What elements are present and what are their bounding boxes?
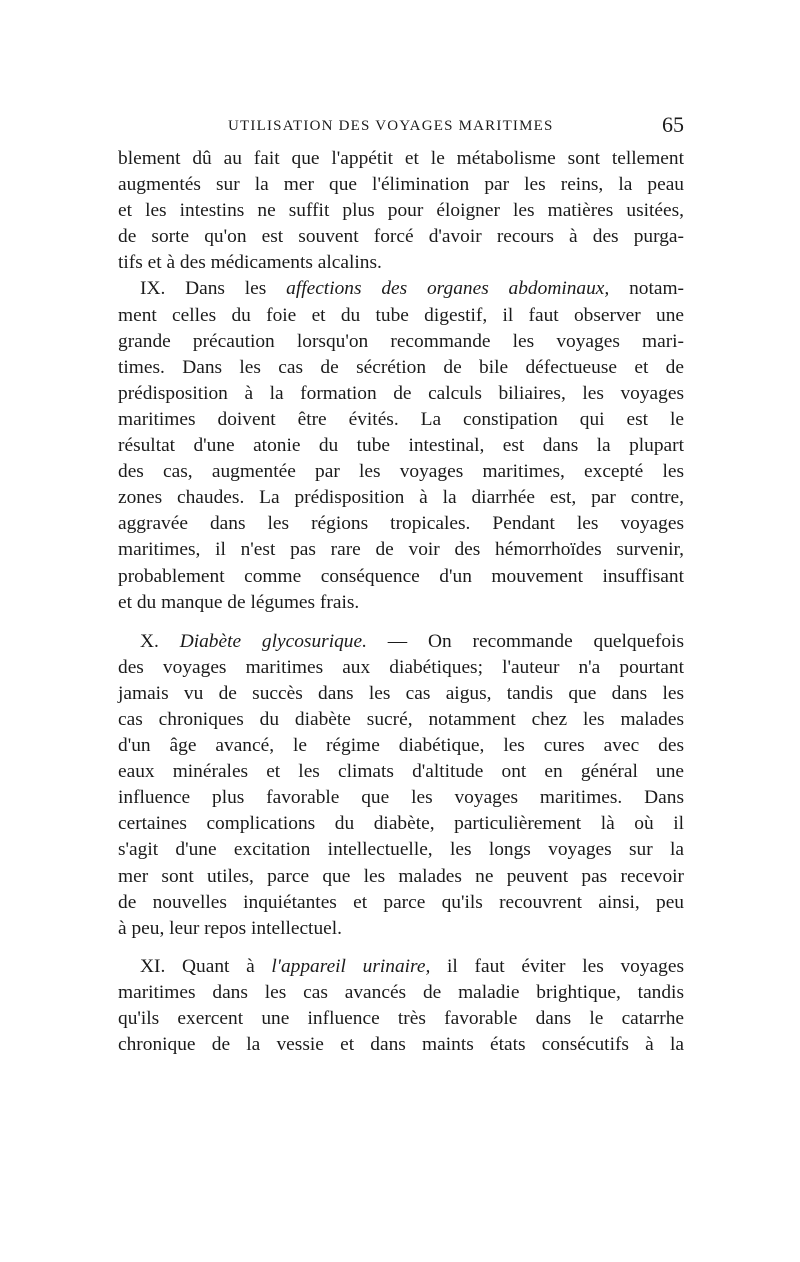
- text-line: cas chroniques du diabète sucré, notamment chez les malades: [118, 708, 684, 730]
- text-line: s'agit d'une excitation intellectuelle, les longs voyages sur la: [118, 839, 684, 861]
- text-run: il faut éviter les voyages: [430, 955, 684, 977]
- italic-term: Diabète glycosurique.: [179, 630, 367, 652]
- text-line: prédisposition à la formation de calculs biliaires, les voyages: [118, 382, 684, 404]
- text-line: des voyages maritimes aux diabétiques; l'auteur n'a pourtant: [118, 656, 684, 678]
- text-line: times. Dans les cas de sécrétion de bile défectueuse et de: [118, 356, 684, 378]
- text-line: zones chaudes. La prédisposition à la diarrhée est, par contre,: [118, 487, 684, 509]
- body-text: [118, 146, 684, 1058]
- text-line: à peu, leur repos intellectuel.: [118, 917, 342, 939]
- text-line: de sorte qu'on est souvent forcé d'avoir recours à des purga-: [118, 226, 684, 248]
- text-line: influence plus favorable que les voyages maritimes. Dans: [118, 787, 684, 809]
- paragraph-gap: [118, 942, 684, 954]
- paragraph-ix: [118, 276, 684, 615]
- text-run: X.: [140, 630, 180, 652]
- text-line: maritimes, il n'est pas rare de voir des hémorrhoïdes survenir,: [118, 539, 684, 561]
- text-line: des cas, augmentée par les voyages maritimes, excepté les: [118, 461, 684, 483]
- text-line: qu'ils exercent une influence très favorable dans le catarrhe: [118, 1008, 684, 1029]
- page-number: 65: [662, 112, 684, 137]
- paragraph-xi: [118, 954, 684, 1058]
- text-line: et du manque de légumes frais.: [118, 591, 360, 613]
- text-line: ment celles du foie et du tube digestif, il faut observer une: [118, 304, 684, 326]
- running-title: UTILISATION DES VOYAGES MARITIMES: [228, 118, 554, 134]
- text-line: et les intestins ne suffit plus pour éloigner les matières usitées,: [118, 200, 684, 222]
- paragraph-gap: [118, 616, 684, 629]
- paragraph-first-line: [118, 629, 684, 655]
- text-line: grande précaution lorsqu'on recommande les voyages mari-: [118, 330, 684, 352]
- text-run: XI. Quant à: [140, 955, 272, 977]
- text-line: certaines complications du diabète, particulièrement là où il: [118, 813, 684, 835]
- text-line: tifs et à des médicaments alcalins.: [118, 252, 382, 274]
- text-line: augmentés sur la mer que l'élimination par les reins, la peau: [118, 174, 684, 196]
- italic-term: l'appareil urinaire,: [271, 955, 431, 977]
- text-line: résultat d'une atonie du tube intestinal, est dans la plupart: [118, 435, 684, 457]
- text-line: d'un âge avancé, le régime diabétique, les cures avec des: [118, 735, 684, 757]
- text-run: notam-: [609, 278, 684, 300]
- paragraph-first-line: [118, 954, 684, 980]
- text-line: blement dû au fait que l'appétit et le métabolisme sont tellement: [118, 148, 684, 169]
- text-run: IX. Dans les: [140, 278, 287, 300]
- text-line: eaux minérales et les climats d'altitude ont en général une: [118, 761, 684, 783]
- text-line: jamais vu de succès dans les cas aigus, tandis que dans les: [118, 682, 684, 704]
- paragraph-continuation: [118, 146, 684, 276]
- text-line: maritimes doivent être évités. La constipation qui est le: [118, 408, 684, 430]
- text-line: aggravée dans les régions tropicales. Pendant les voyages: [118, 513, 684, 535]
- text-line: mer sont utiles, parce que les malades ne peuvent pas recevoir: [118, 865, 684, 887]
- text-line: maritimes dans les cas avancés de maladie brightique, tandis: [118, 981, 684, 1003]
- paragraph-first-line: [118, 276, 684, 302]
- text-line: probablement comme conséquence d'un mouvement insuffisant: [118, 565, 684, 587]
- text-run: — On recommande quelquefois: [366, 630, 684, 652]
- running-header: [118, 112, 684, 142]
- italic-term: affections des organes abdominaux,: [286, 278, 610, 300]
- paragraph-x: [118, 629, 684, 942]
- text-line: de nouvelles inquiétantes et parce qu'ils recouvrent ainsi, peu: [118, 891, 684, 913]
- text-line: chronique de la vessie et dans maints états consécutifs à la: [118, 1034, 684, 1056]
